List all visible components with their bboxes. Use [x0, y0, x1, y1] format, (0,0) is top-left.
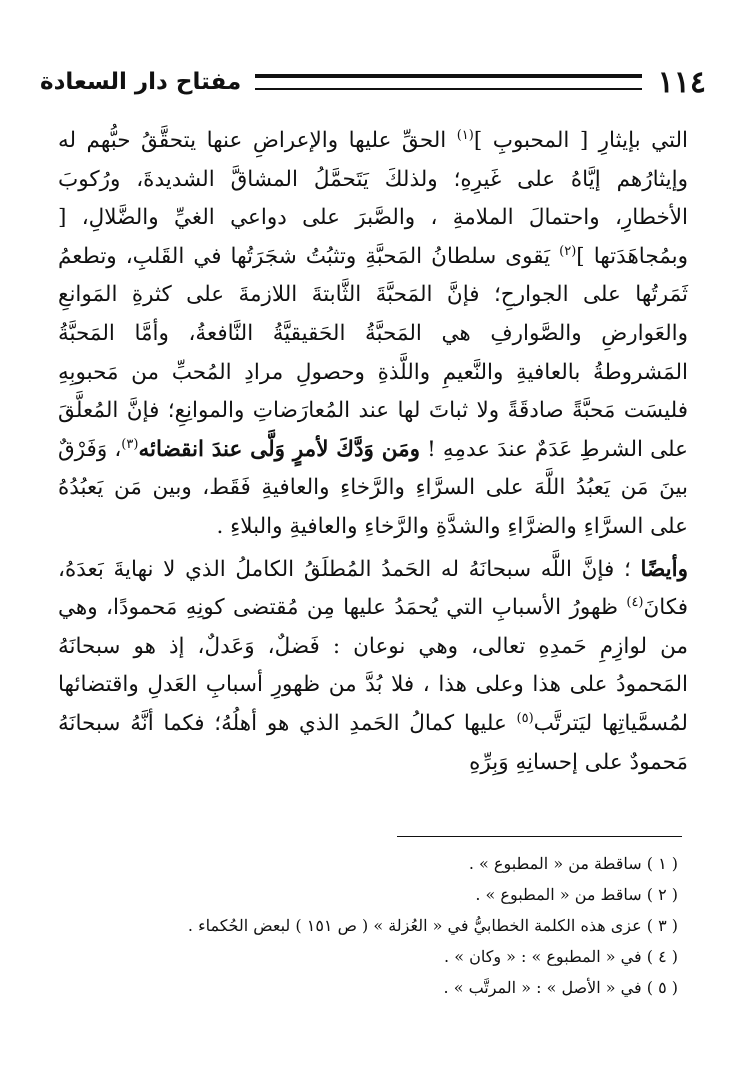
footnotes: [60, 848, 678, 1003]
running-title: مفتاح دار السعادة: [40, 69, 242, 95]
text-segment: ؛ فإنَّ اللَّه سبحانَهُ له الحَمدُ المُطلَقُ الكاملُ الذي لا نهايةَ بَعدَهُ، فكانَ: [58, 556, 688, 621]
footnote-ref-1: (١): [456, 127, 474, 143]
text-segment: يَقوى سلطانُ المَحبَّةِ وتثبُتُ شجَرَتُها في القَلبِ، وتطعمُ ثَمَرتُها على الجوارحِ؛ فإنَّ المَحبَّةَ الثَّابتةَ اللازمةَ على كثرةِ المَوانعِ والعَوارضِ والصَّوارفِ هي المَحبَّةُ الحَقيقيَّةُ النَّافعةُ، وأمَّا المَحبَّةُ المَشروطةُ بالعافيةِ والنَّعيمِ واللَّذةِ وحصولِ مرادِ المُحبِّ من مَحبوبِهِ فليسَت مَحبَّةً صادقَةً ولا ثباتَ لها عند المُعارَضاتِ والموانِعِ؛ فإنَّ المُعلَّقَ على الشرطِ عَدَمٌ عندَ عدمِهِ !: [58, 243, 688, 462]
footnote-separator: [397, 836, 682, 837]
footnote-ref-5: (٥): [516, 710, 534, 726]
main-text: [58, 122, 688, 782]
footnote-2: ( ٢ ) ساقط من « المطبوع » .: [475, 885, 678, 904]
footnote-ref-3: (٣): [121, 436, 139, 452]
text-segment: ظهورُ الأسبابِ التي يُحمَدُ عليها مِن مُقتضى كونِهِ مَحمودًا، وهي من لوازِمِ حَمدِهِ تعالى، وهي نوعان : فَضلٌ، وَعَدلٌ، إذ هو سبحانَهُ المَحمودُ على هذا وعلى هذا ، فلا بُدَّ من ظهورِ أسبابِ العَدلِ واقتضائها لمُسمَّياتِها ليَترتَّب: [58, 595, 688, 736]
footnote-5: ( ٥ ) في « الأصل » : « المرتَّب » .: [443, 978, 678, 997]
paragraph-2: [58, 551, 688, 783]
footnote-3: ( ٣ ) عزى هذه الكلمة الخطابيُّ في « العُزلة » ( ص ١٥١ ) لبعض الحُكماء .: [187, 916, 678, 935]
page-header: [40, 62, 706, 102]
footnote-ref-2: (٢): [559, 243, 577, 259]
bold-lead: وأيضًا: [640, 556, 688, 582]
paragraph-1: [58, 122, 688, 547]
bold-quote: ومَن وَدَّكَ لأمرٍ وَلَّى عندَ انقضائه: [138, 436, 420, 462]
text-segment: عليها كمالُ الحَمدِ الذي هو أهلُهُ؛ فكما أنَّهُ سبحانَهُ مَحمودٌ على إحسانِهِ وَبِرِّهِ: [58, 710, 688, 775]
text-segment: التي بإيثارِ [ المحبوبِ ]: [473, 128, 688, 153]
footnote-4: ( ٤ ) في « المطبوع » : « وكان » .: [444, 947, 678, 966]
text-segment: الحقِّ عليها والإعراضِ عنها يتحقَّقُ حبُّهم له وإيثارُهم إيَّاهُ على غَيرِهِ؛ ولذلكَ يَتَحمَّلُ المشاقَّ الشديدةَ، ورُكوبَ الأخطارِ، واحتمالَ الملامةِ ، والصَّبرَ على دواعي الغيِّ والضَّلالِ، [ وبمُجاهَدَتها ]: [58, 128, 689, 269]
page-number: ١١٤: [657, 64, 706, 100]
footnote-1: ( ١ ) ساقطة من « المطبوع » .: [468, 854, 678, 873]
text-segment: ، وَفَرْقٌ بينَ مَن يَعبُدُ اللَّهَ على السرَّاءِ والرَّخاءِ والعافيةِ فَقَط، وبين مَن يَعبُدُهُ على السرَّاءِ والضرَّاءِ والشدَّةِ والرَّخاءِ والعافيةِ والبلاءِ .: [58, 436, 688, 539]
header-rule: [255, 74, 641, 90]
footnote-ref-4: (٤): [626, 594, 644, 610]
